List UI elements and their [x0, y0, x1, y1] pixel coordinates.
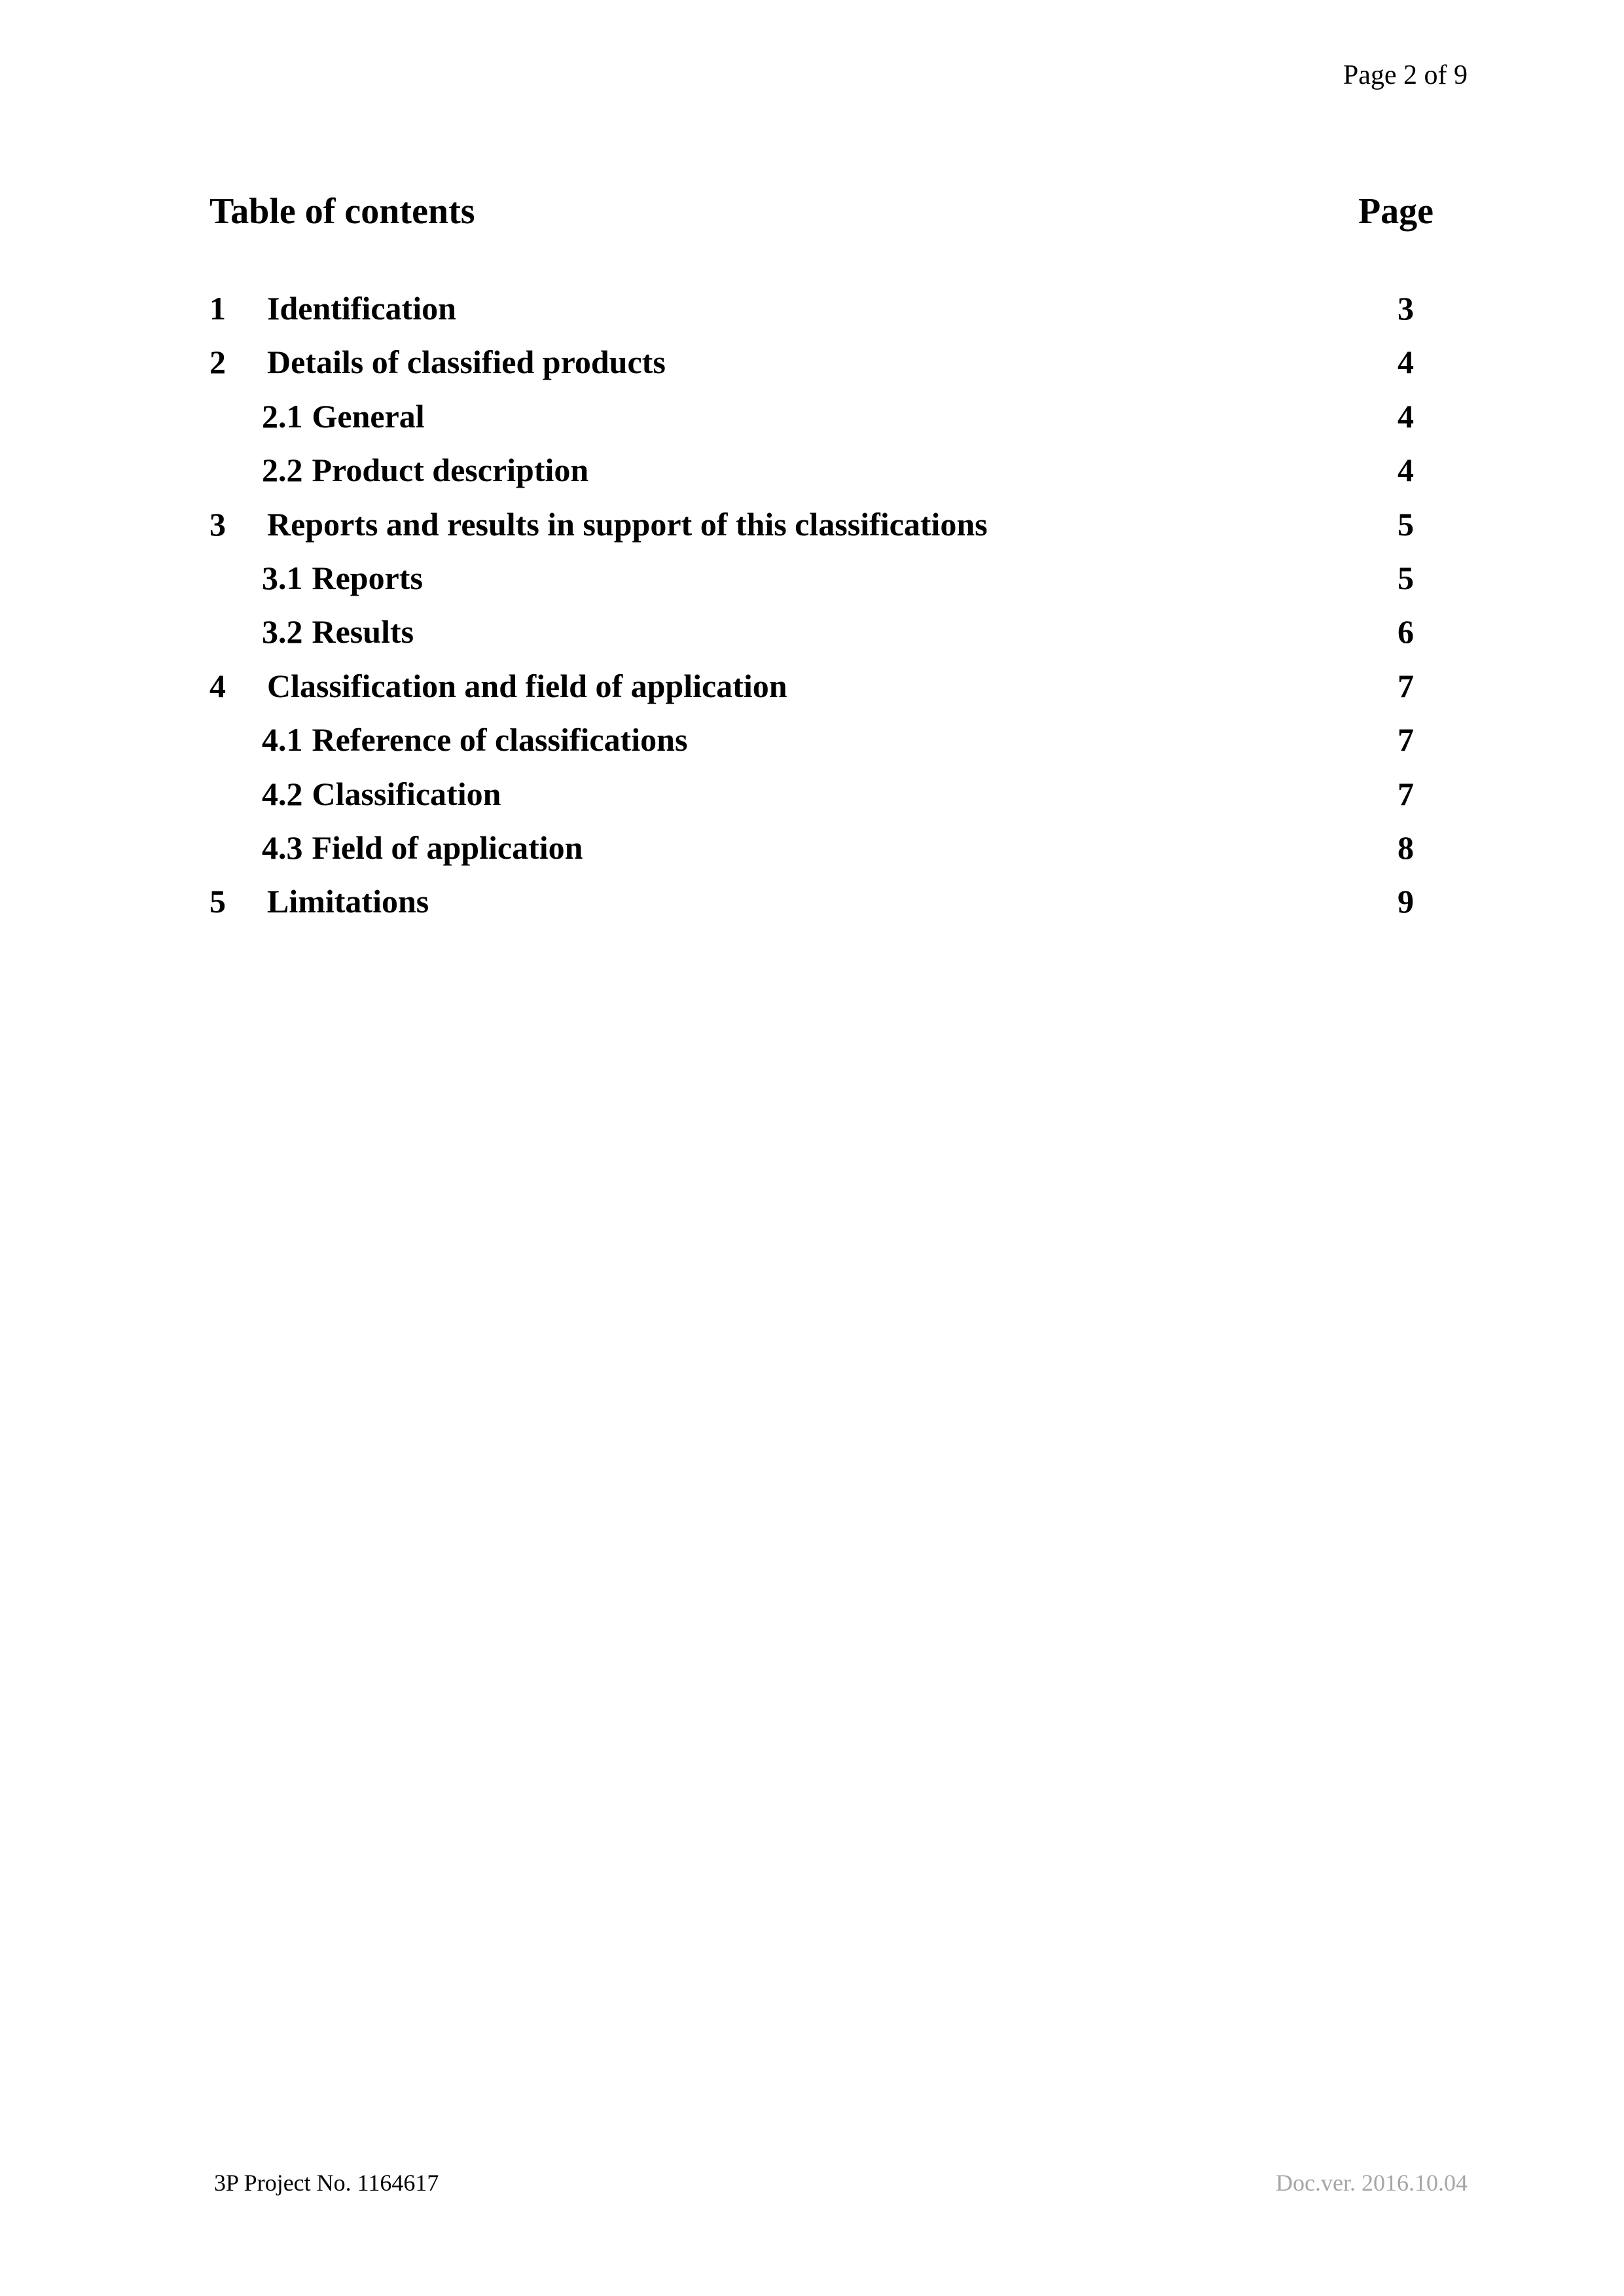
toc-entry-number: 3	[209, 505, 226, 543]
toc-entry-label: Classification	[312, 775, 501, 812]
toc-entry-label: Product description	[312, 452, 589, 489]
toc-entry-number: 1	[209, 290, 226, 327]
toc-entry-page: 7	[1398, 721, 1414, 759]
toc-entry-page: 7	[1398, 775, 1414, 812]
page-column-header: Page	[1358, 191, 1434, 232]
toc-entry-number: 3.2	[262, 613, 303, 651]
toc-entry-number: 2.1	[262, 397, 303, 435]
toc-entry-label: Results	[312, 613, 414, 651]
toc-entry-page: 7	[1398, 667, 1414, 704]
toc-entry	[209, 389, 1414, 443]
title-row	[209, 190, 1434, 232]
toc-entry	[209, 767, 1414, 821]
toc-entry-label: Field of application	[312, 829, 583, 866]
toc-entry-label: Identification	[267, 290, 456, 327]
toc-entry-number: 4.3	[262, 829, 303, 866]
toc-entry-page: 3	[1398, 290, 1414, 327]
toc-entry	[209, 874, 1414, 928]
page-indicator: Page 2 of 9	[1343, 60, 1468, 90]
toc-entry	[209, 497, 1414, 551]
toc-entry-label: General	[312, 397, 425, 435]
toc-list	[209, 281, 1414, 929]
toc-entry-label: Classification and field of application	[267, 667, 787, 704]
toc-entry-label: Reports and results in support of this classifications	[267, 505, 988, 543]
toc-entry-page: 9	[1398, 883, 1414, 920]
toc-entry-page: 4	[1398, 452, 1414, 489]
toc-entry	[209, 443, 1414, 497]
toc-entry	[209, 551, 1414, 605]
toc-entry	[209, 713, 1414, 766]
toc-entry-number: 4.1	[262, 721, 303, 759]
toc-entry-page: 6	[1398, 613, 1414, 651]
toc-entry	[209, 605, 1414, 658]
toc-entry-number: 3.1	[262, 559, 303, 596]
toc-entry-number: 5	[209, 883, 226, 920]
footer-doc-version: Doc.ver. 2016.10.04	[1276, 2170, 1468, 2196]
toc-entry	[209, 821, 1414, 874]
toc-entry-page: 5	[1398, 559, 1414, 596]
toc-entry-label: Limitations	[267, 883, 429, 920]
toc-entry	[209, 281, 1414, 335]
toc-entry-page: 4	[1398, 397, 1414, 435]
toc-entry-number: 4.2	[262, 775, 303, 812]
toc-entry-number: 4	[209, 667, 226, 704]
toc-entry-page: 4	[1398, 344, 1414, 381]
toc-entry-label: Reports	[312, 559, 423, 596]
toc-entry-label: Reference of classifications	[312, 721, 688, 759]
toc-entry	[209, 335, 1414, 389]
footer	[214, 2170, 1468, 2197]
toc-entry-page: 5	[1398, 505, 1414, 543]
toc-entry-page: 8	[1398, 829, 1414, 866]
toc-entry-number: 2.2	[262, 452, 303, 489]
toc-entry	[209, 659, 1414, 713]
toc-entry-label: Details of classified products	[267, 344, 666, 381]
footer-project-number: 3P Project No. 1164617	[214, 2170, 439, 2196]
page-title: Table of contents	[209, 191, 475, 232]
toc-entry-number: 2	[209, 344, 226, 381]
